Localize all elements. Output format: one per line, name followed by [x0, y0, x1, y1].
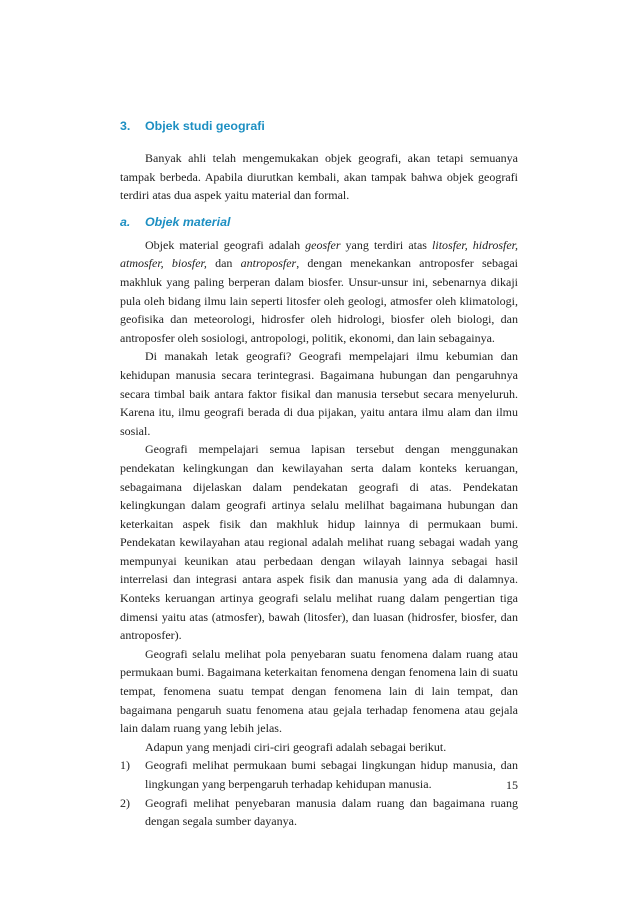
- subsection-letter: a.: [120, 214, 131, 229]
- page-number: 15: [506, 778, 518, 792]
- paragraph-pola-penyebaran: Geografi selalu melihat pola penyebaran suatu fenomena dalam ruang atau permukaan bumi. Bagaimana keterkaitan fenomena dengan fenomena lain di suatu tempat, fenomena suatu tempat dengan fenomena lain di lain tempat, dan bagaimana pengaruh suatu fenomena atau gejala terhadap fenomena atau gejala lain dalam ruang yang lebih jelas.: [120, 646, 518, 736]
- paragraph-text: dan: [206, 256, 241, 271]
- paragraph-pendekatan: Geografi mempelajari semua lapisan tersebut dengan menggunakan pendekatan kelingkungan dan kewilayahan serta dalam konteks keruangan, sebagaimana dijelaskan dalam pendekatan geografi di atas. Pendekatan kelingkungan dalam geografi artinya selalu melilhat bagaimana hubungan dan keterkaitan aspek fisik dan makhluk hidup lainnya di permukaan bumi. Pendekatan kewilayahan atau regional adalah melihat ruang sebagai wadah yang mempunyai keunikan atau perbedaan dengan wilayah lainnya sebagai hasil interrelasi dan integrasi antara aspek fisik dan manusia yang ada di dalamnya. Konteks keruangan artinya geografi selalu melihat ruang dalam pengertian tiga dimensi yaitu atas (atmosfer), bawah (litosfer), dan luasan (hidrosfer, biosfer, dan antroposfer).: [120, 442, 518, 643]
- term-antroposfer: antroposfer: [240, 256, 297, 271]
- paragraph-objek-material: [120, 236, 518, 348]
- subsection-title: Objek material: [145, 214, 231, 229]
- page-content: [120, 119, 518, 831]
- list-item: [120, 756, 518, 793]
- paragraph-text: Objek material geografi adalah: [145, 237, 306, 252]
- list-item-number: 1): [120, 758, 130, 773]
- section-title: Objek studi geografi: [145, 119, 265, 133]
- paragraph-letak-geografi: Di manakah letak geografi? Geografi mempelajari ilmu kebumian dan kehidupan manusia secara terintegrasi. Bagaimana hubungan dan pengaruhnya secara timbal baik antara faktor fisikal dan manusia tersebut secara menyeluruh. Karena itu, ilmu geografi berada di dua pijakan, yaitu antara ilmu alam dan ilmu sosial.: [120, 349, 518, 438]
- list-item: [120, 794, 518, 831]
- list-item-number: 2): [120, 795, 130, 810]
- term-geosfer: geosfer: [305, 237, 341, 252]
- ciri-ciri-list: [120, 756, 518, 830]
- list-item-text: Geografi melihat penyebaran manusia dalam ruang dan bagaimana ruang dengan segala sumber dayanya.: [145, 795, 518, 829]
- section-heading: [120, 119, 518, 137]
- section-number: 3.: [120, 119, 131, 133]
- list-item-text: Geografi melihat permukaan bumi sebagai lingkungan hidup manusia, dan lingkungan yang berpengaruh terhadap kehidupan manusia.: [145, 758, 518, 791]
- paragraph-ciri-ciri-intro: Adapun yang menjadi ciri-ciri geografi adalah sebagai berikut.: [145, 739, 447, 754]
- section-intro-paragraph: Banyak ahli telah mengemukakan objek geografi, akan tetapi semuanya tampak berbeda. Apabila diurutkan kembali, akan tampak bahwa objek geografi terdiri atas dua aspek yaitu material dan formal.: [120, 151, 518, 203]
- subsection-heading: [120, 215, 518, 233]
- term-litosfer-list: litosfer, hidrosfer, atmosfer, biosfer,: [120, 237, 519, 271]
- paragraph-text: , dengan menekankan antroposfer sebagai makhluk yang paling berperan dalam biosfer. Unsur-unsur ini, sebenarnya dikaji pula oleh bidang ilmu lain seperti litosfer oleh geologi, atmosfer oleh klimatologi, geofisika dan meteorologi, hidrosfer oleh hidrologi, biosfer oleh biologi, dan antroposfer oleh sosiologi, antropologi, politik, ekonomi, dan lain sebagainya.: [120, 256, 518, 345]
- paragraph-text: yang terdiri atas: [340, 237, 433, 252]
